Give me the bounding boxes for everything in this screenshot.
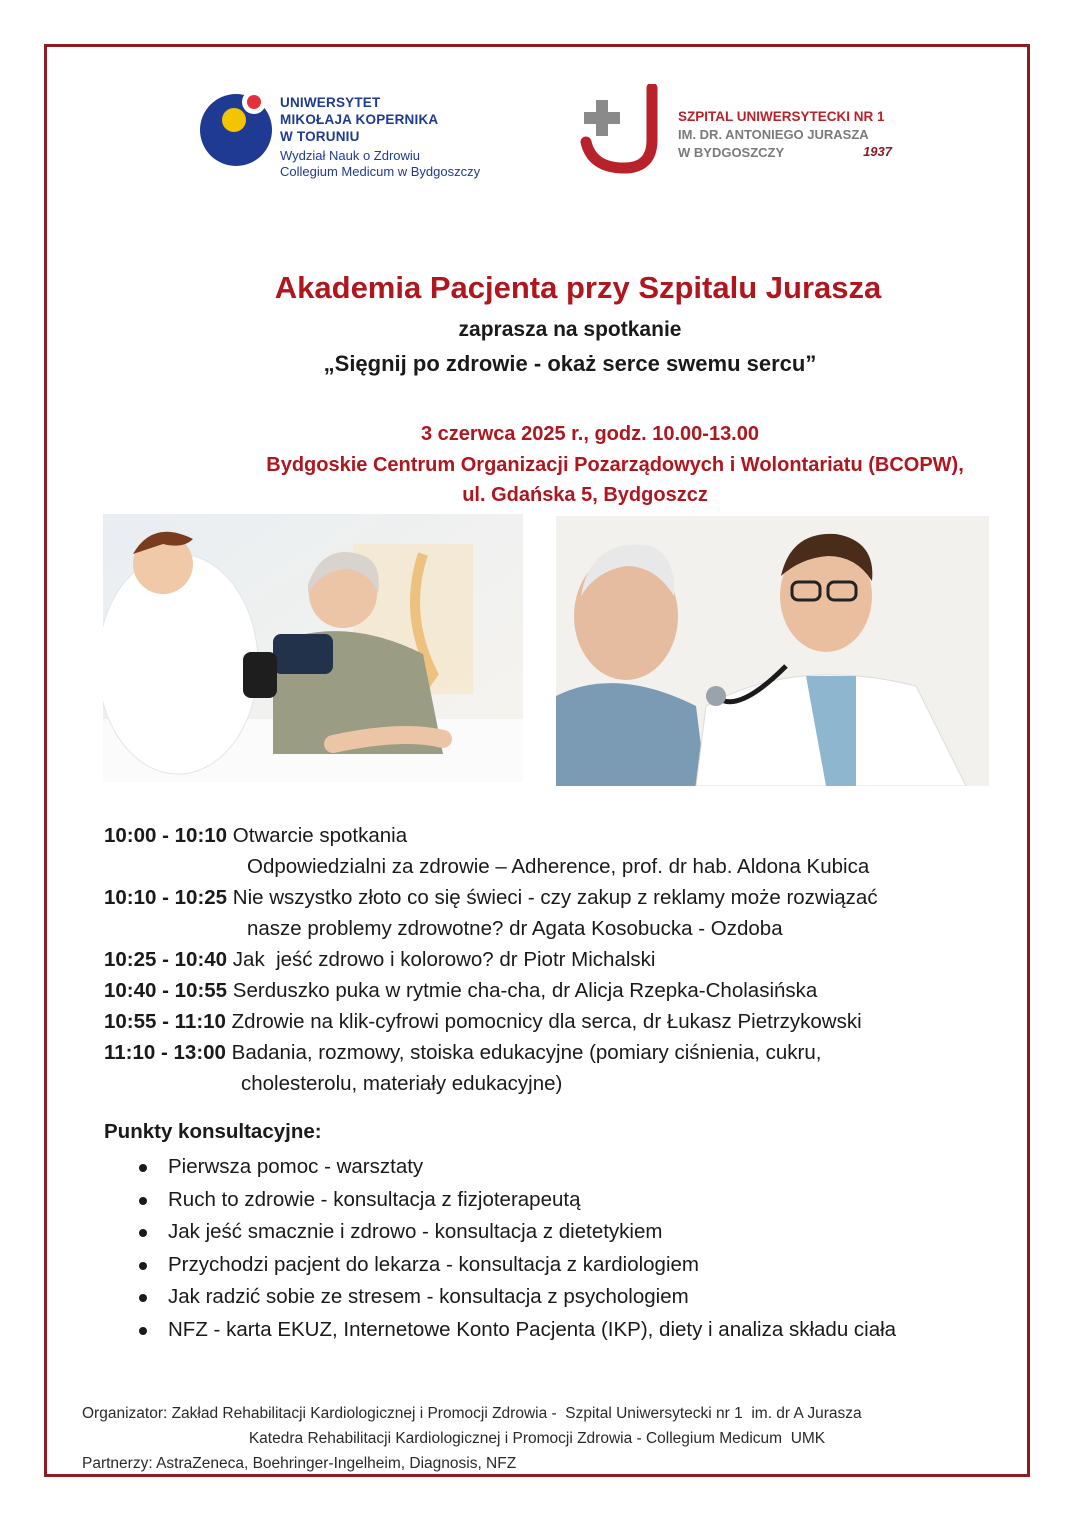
agenda-time: 10:00 - 10:10 [104, 824, 228, 847]
agenda [104, 820, 1004, 1099]
umk-name-line2: MIKOŁAJA KOPERNIKA [280, 112, 439, 127]
consultations-heading: Punkty konsultacyjne: [104, 1120, 322, 1143]
agenda-text: Serduszko puka w rytmie cha-cha, dr Alicja Rzepka-Cholasińska [232, 979, 818, 1002]
agenda-time: 10:55 - 11:10 [104, 1010, 226, 1033]
agenda-item [104, 882, 1004, 913]
event-motto: „Sięgnij po zdrowie - okaż serce swemu sercu” [323, 351, 817, 376]
hospital-logo-text [678, 108, 908, 162]
umk-college: Collegium Medicum w Bydgoszczy [280, 164, 481, 179]
umk-logo-text [280, 94, 480, 180]
invite-line: zaprasza na spotkanie [458, 318, 682, 341]
footer-partners: Partnerzy: AstraZeneca, Boehringer-Ingelheim, Diagnosis, NFZ [82, 1455, 517, 1472]
hospital-name-line3: W BYDGOSZCZY [678, 145, 785, 160]
agenda-item [104, 944, 1004, 975]
agenda-time: 10:10 - 10:25 [104, 886, 228, 909]
page-title: Akademia Pacjenta przy Szpitalu Jurasza [274, 270, 882, 305]
umk-faculty: Wydział Nauk o Zdrowiu [280, 148, 421, 163]
event-venue: Bydgoskie Centrum Organizacji Pozarządowych i Wolontariatu (BCOPW), [266, 454, 964, 476]
agenda-time: 10:40 - 10:55 [104, 979, 228, 1002]
footer-organizer-department: Katedra Rehabilitacji Kardiologicznej i Promocji Zdrowia - Collegium Medicum UMK [248, 1430, 826, 1447]
agenda-text: Badania, rozmowy, stoiska edukacyjne (pomiary ciśnienia, cukru, [231, 1041, 822, 1064]
list-item: Pierwsza pomoc - warsztaty [134, 1151, 896, 1184]
agenda-time: 10:25 - 10:40 [104, 948, 228, 971]
consultations-list [134, 1151, 896, 1346]
umk-name-line3: W TORUNIU [280, 129, 360, 144]
list-item: Ruch to zdrowie - konsultacja z fizjoterapeutą [134, 1184, 896, 1217]
doctor-stethoscope-image [556, 516, 989, 786]
agenda-text: Nie wszystko złoto co się świeci - czy zakup z reklamy może rozwiązać [232, 886, 878, 909]
list-item: Jak jeść smacznie i zdrowo - konsultacja z dietetykiem [134, 1216, 896, 1249]
footer-organizer: Organizator: Zakład Rehabilitacji Kardiologicznej i Promocji Zdrowia - Szpital Uniwersytecki nr 1 im. dr A Jurasza [82, 1405, 862, 1422]
hospital-year: 1937 [863, 144, 892, 159]
event-date: 3 czerwca 2025 r., godz. 10.00-13.00 [421, 423, 759, 445]
agenda-continuation: Odpowiedzialni za zdrowie – Adherence, prof. dr hab. Aldona Kubica [247, 855, 870, 878]
agenda-continuation: nasze problemy zdrowotne? dr Agata Kosobucka - Ozdoba [247, 917, 783, 940]
list-item: Przychodzi pacjent do lekarza - konsultacja z kardiologiem [134, 1249, 896, 1282]
agenda-text: Jak jeść zdrowo i kolorowo? dr Piotr Michalski [232, 948, 656, 971]
nurse-blood-pressure-image [103, 514, 523, 782]
list-item: Jak radzić sobie ze stresem - konsultacja z psychologiem [134, 1281, 896, 1314]
umk-logo-icon [192, 82, 282, 172]
list-item: NFZ - karta EKUZ, Internetowe Konto Pacjenta (IKP), diety i analiza składu ciała [134, 1314, 896, 1347]
agenda-text: Zdrowie na klik-cyfrowi pomocnicy dla serca, dr Łukasz Pietrzykowski [231, 1010, 862, 1033]
agenda-item [104, 975, 1004, 1006]
agenda-continuation: cholesterolu, materiały edukacyjne) [241, 1072, 563, 1095]
photo-doctor-stethoscope [556, 516, 989, 786]
umk-name-line1: UNIWERSYTET [280, 95, 381, 110]
hospital-name-line1: SZPITAL UNIWERSYTECKI NR 1 [678, 109, 885, 124]
event-address: ul. Gdańska 5, Bydgoszcz [462, 484, 708, 506]
photo-nurse-blood-pressure [103, 514, 523, 782]
agenda-text: Otwarcie spotkania [232, 824, 408, 847]
agenda-time: 11:10 - 13:00 [104, 1041, 226, 1064]
agenda-item [104, 820, 1004, 851]
agenda-item [104, 1006, 1004, 1037]
agenda-item [104, 1037, 1004, 1068]
hospital-logo-icon [580, 84, 672, 174]
hospital-name-line2: IM. DR. ANTONIEGO JURASZA [678, 127, 869, 142]
